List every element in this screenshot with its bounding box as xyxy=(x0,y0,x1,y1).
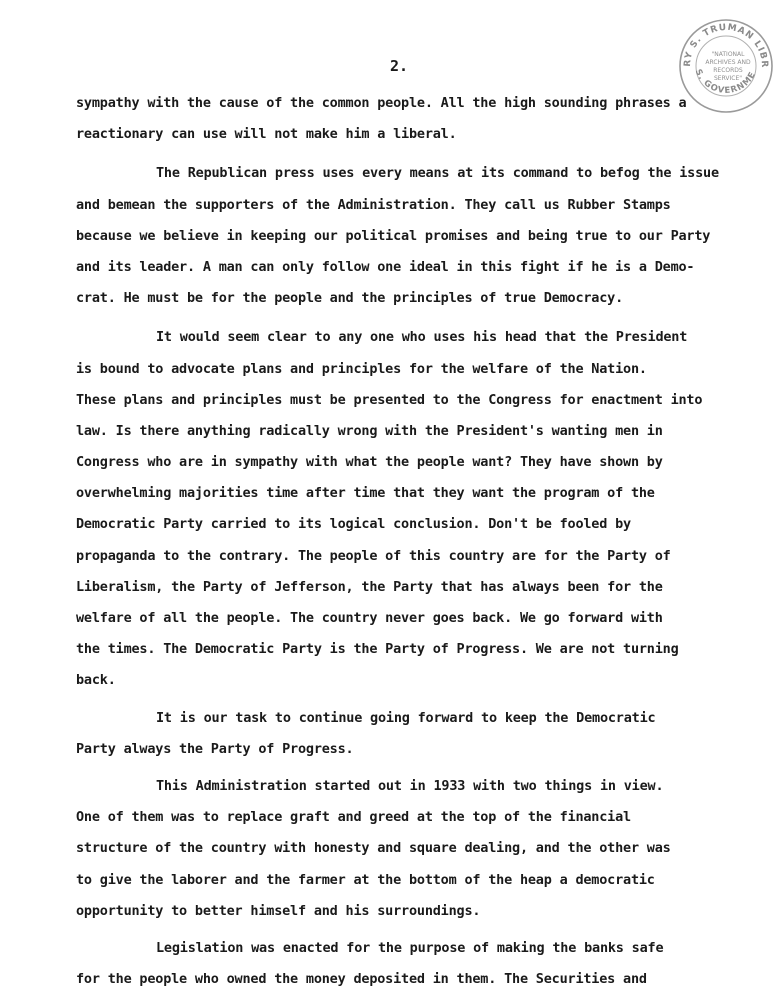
text-line: Democratic Party carried to its logical conclusion. Don't be fooled by xyxy=(76,516,631,533)
text-line: It would seem clear to any one who uses his head that the President xyxy=(156,329,688,346)
archive-stamp-seal xyxy=(676,16,776,116)
text-line: to give the laborer and the farmer at the bottom of the heap a democratic xyxy=(76,871,655,888)
typed-body-text xyxy=(76,88,719,995)
text-line: and bemean the supporters of the Administration. They call us Rubber Stamps xyxy=(76,196,671,213)
text-line: It is our task to continue going forward to keep the Democratic xyxy=(156,709,656,726)
text-line: propaganda to the contrary. The people of this country are for the Party of xyxy=(76,547,671,564)
text-line: One of them was to replace graft and greed at the top of the financial xyxy=(76,809,631,826)
text-line: These plans and principles must be presented to the Congress for enactment into xyxy=(76,391,703,408)
page-number: 2. xyxy=(390,57,409,75)
text-line: the times. The Democratic Party is the Party of Progress. We are not turning xyxy=(76,641,679,658)
text-line: is bound to advocate plans and principles for the welfare of the Nation. xyxy=(76,360,647,377)
text-line: structure of the country with honesty and square dealing, and the other was xyxy=(76,840,671,857)
text-line: back. xyxy=(76,672,116,689)
stamp-center-line: ARCHIVES AND xyxy=(705,59,751,66)
text-line: and its leader. A man can only follow one ideal in this fight if he is a Demo- xyxy=(76,258,695,275)
text-line: sympathy with the cause of the common people. All the high sounding phrases a xyxy=(76,95,687,111)
text-line: opportunity to better himself and his surroundings. xyxy=(76,902,481,919)
text-line: This Administration started out in 1933 with two things in view. xyxy=(156,777,664,794)
text-line: Party always the Party of Progress. xyxy=(76,740,354,757)
text-line: law. Is there anything radically wrong with the President's wanting men in xyxy=(76,422,663,439)
text-line: Congress who are in sympathy with what the people want? They have shown by xyxy=(76,454,663,471)
text-line: for the people who owned the money deposited in them. The Securities and xyxy=(76,971,647,988)
text-line: welfare of all the people. The country never goes back. We go forward with xyxy=(76,610,663,626)
text-line: overwhelming majorities time after time that they want the program of the xyxy=(76,485,655,502)
text-line: The Republican press uses every means at its command to befog the issue xyxy=(156,165,719,182)
text-line: reactionary can use will not make him a liberal. xyxy=(76,126,457,143)
stamp-bottom-text: S. GOVERNME xyxy=(692,67,759,97)
text-line: Liberalism, the Party of Jefferson, the Party that has always been for the xyxy=(76,578,663,595)
text-line: crat. He must be for the people and the principles of true Democracy. xyxy=(76,290,624,307)
text-line: because we believe in keeping our political promises and being true to our Party xyxy=(76,227,711,244)
stamp-top-text: RY S. TRUMAN LIBR xyxy=(682,22,770,69)
stamp-center-line: "NATIONAL xyxy=(711,51,745,58)
text-line: Legislation was enacted for the purpose of making the banks safe xyxy=(156,939,664,956)
stamp-center-line: SERVICE" xyxy=(713,75,743,82)
stamp-center-line: RECORDS xyxy=(713,67,743,74)
